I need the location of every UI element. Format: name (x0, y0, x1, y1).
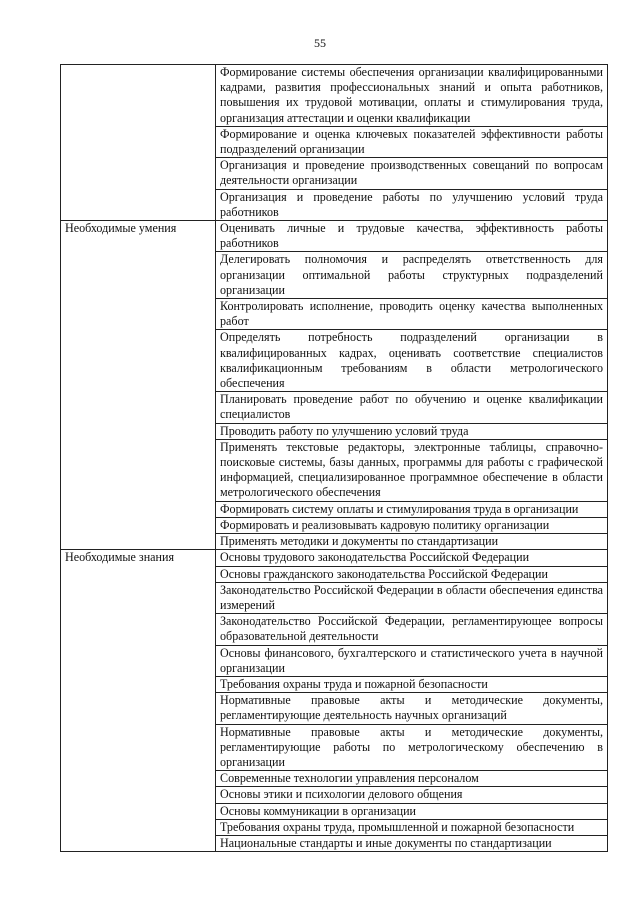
requirement-item: Формировать и реализовывать кадровую политику организации (216, 517, 608, 533)
requirement-item: Формировать систему оплаты и стимулирования труда в организации (216, 501, 608, 517)
requirements-table (60, 64, 608, 852)
requirements-table-body (61, 65, 608, 852)
requirement-item: Основы трудового законодательства Российской Федерации (216, 550, 608, 566)
section-heading: Необходимые знания (61, 550, 216, 852)
requirement-item: Основы финансового, бухгалтерского и статистического учета в научной организации (216, 645, 608, 676)
requirement-item: Определять потребность подразделений организации в квалифицированных кадрах, оценивать соответствие специалистов квалификационным требованиям в области метрологического обеспечения (216, 330, 608, 392)
table-row (61, 65, 608, 127)
requirement-item: Нормативные правовые акты и методические документы, регламентирующие деятельность научных организаций (216, 693, 608, 724)
requirement-item: Нормативные правовые акты и методические документы, регламентирующие работы по метрологическому обеспечению в организации (216, 724, 608, 771)
requirement-item: Основы коммуникации в организации (216, 803, 608, 819)
requirement-item: Организация и проведение производственных совещаний по вопросам деятельности организации (216, 158, 608, 189)
requirement-item: Национальные стандарты и иные документы по стандартизации (216, 835, 608, 851)
requirement-item: Применять методики и документы по стандартизации (216, 534, 608, 550)
section-heading: Необходимые умения (61, 221, 216, 550)
table-row (61, 221, 608, 252)
requirement-item: Требования охраны труда, промышленной и пожарной безопасности (216, 819, 608, 835)
requirement-item: Современные технологии управления персоналом (216, 771, 608, 787)
requirement-item: Законодательство Российской Федерации, регламентирующее вопросы образовательной деятельности (216, 614, 608, 645)
requirement-item: Применять текстовые редакторы, электронные таблицы, справочно-поисковые системы, базы данных, программы для работы с графической информацией, специализированное программное обеспечение в области метрологического обеспечения (216, 439, 608, 501)
requirement-item: Требования охраны труда и пожарной безопасности (216, 676, 608, 692)
requirement-item: Делегировать полномочия и распределять ответственность для организации оптимальной работы структурных подразделений организации (216, 252, 608, 299)
requirement-item: Формирование и оценка ключевых показателей эффективности работы подразделений организации (216, 126, 608, 157)
requirement-item: Оценивать личные и трудовые качества, эффективность работы работников (216, 221, 608, 252)
requirement-item: Законодательство Российской Федерации в области обеспечения единства измерений (216, 582, 608, 613)
requirement-item: Контролировать исполнение, проводить оценку качества выполненных работ (216, 299, 608, 330)
requirement-item: Формирование системы обеспечения организации квалифицированными кадрами, развития профессиональных знаний и опыта работников, повышения их трудовой мотивации, оплаты и стимулирования труда, организация аттестации и оценки квалификации (216, 65, 608, 127)
requirement-item: Проводить работу по улучшению условий труда (216, 423, 608, 439)
requirement-item: Основы гражданского законодательства Российской Федерации (216, 566, 608, 582)
table-row (61, 550, 608, 566)
page-number: 55 (314, 36, 326, 50)
requirement-item: Планировать проведение работ по обучению и оценке квалификации специалистов (216, 392, 608, 423)
section-heading (61, 65, 216, 221)
requirement-item: Организация и проведение работы по улучшению условий труда работников (216, 189, 608, 220)
requirement-item: Основы этики и психологии делового общения (216, 787, 608, 803)
